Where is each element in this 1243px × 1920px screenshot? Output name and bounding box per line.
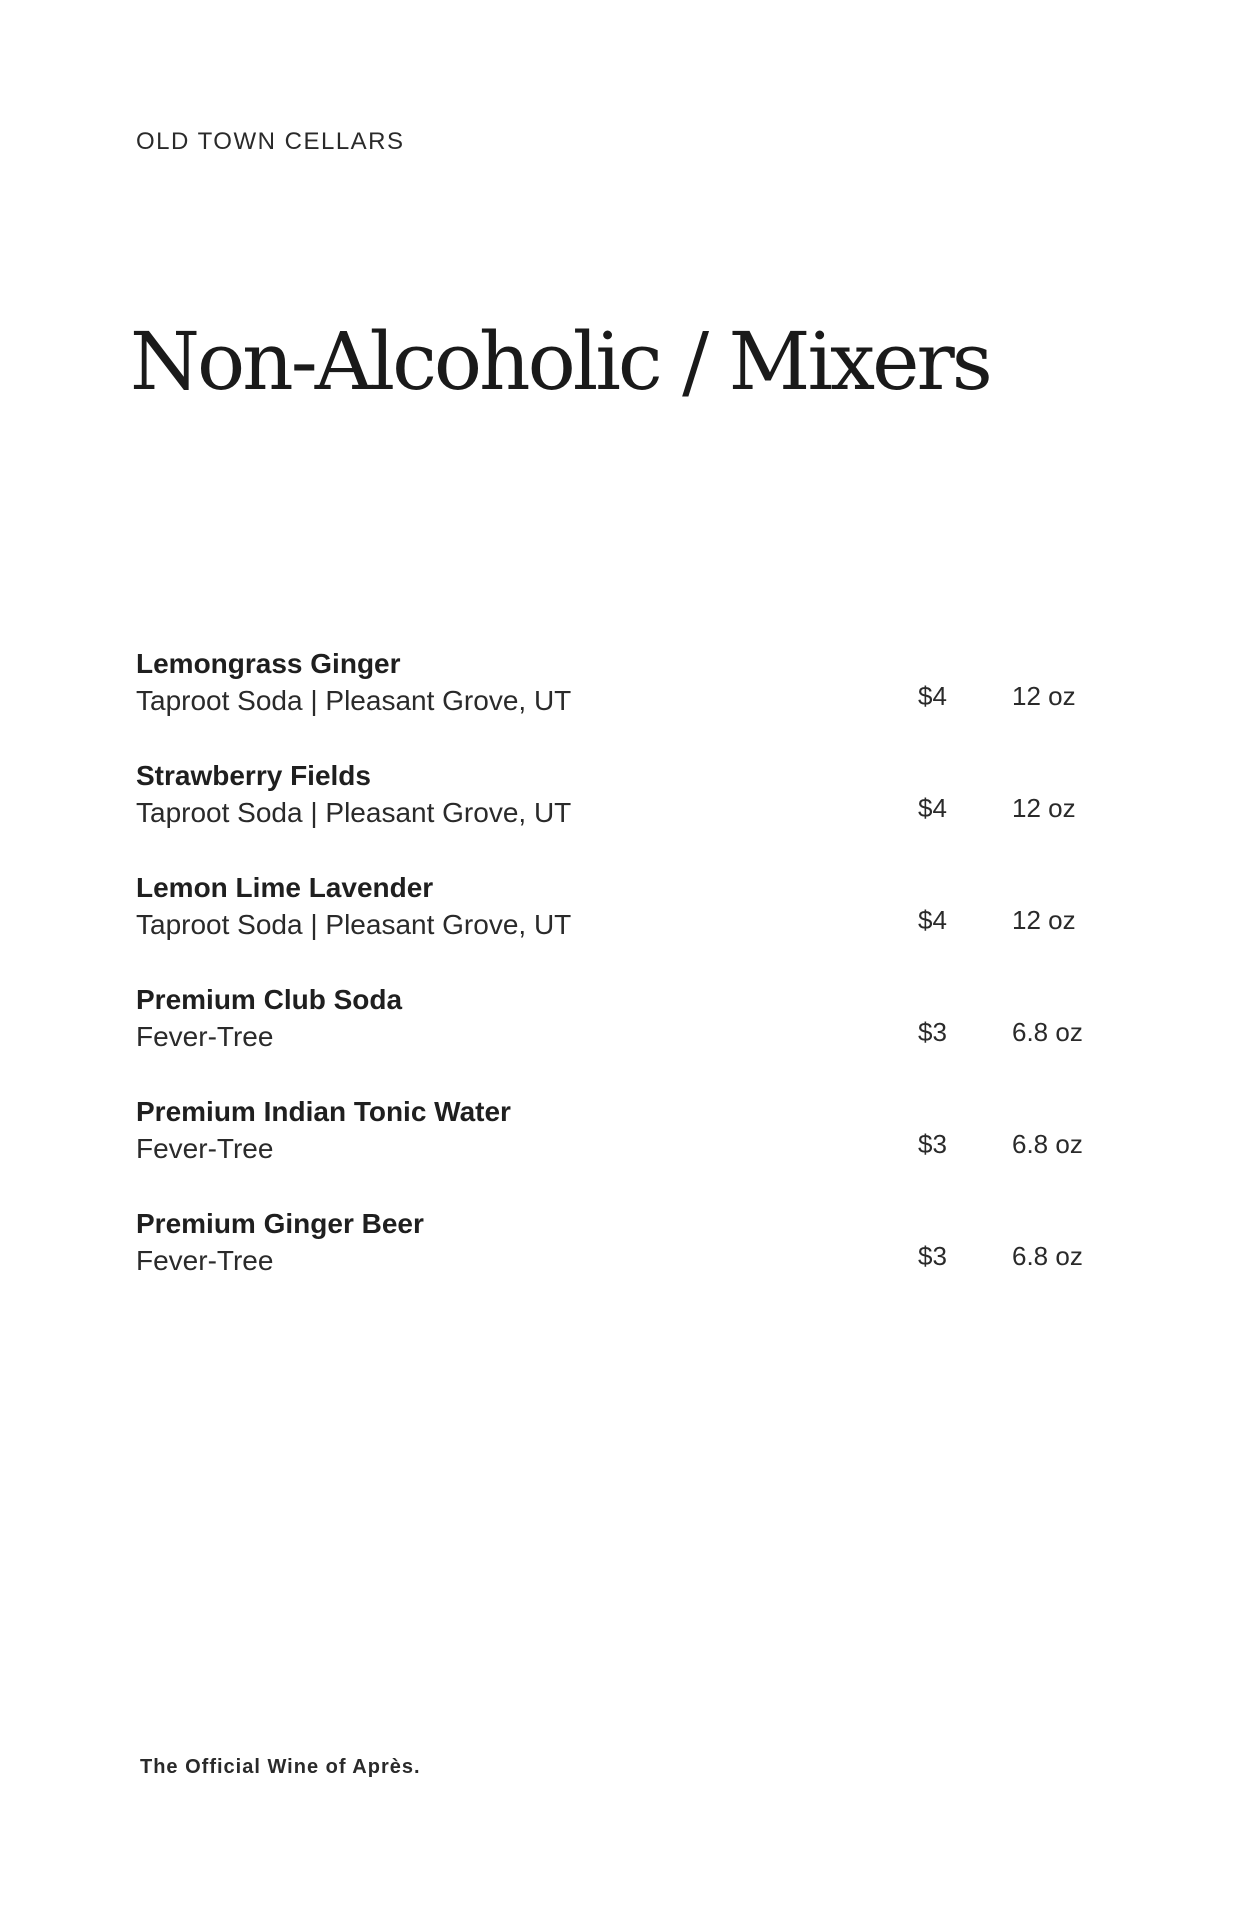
item-name: Lemon Lime Lavender (136, 872, 434, 903)
page-title: Non-Alcoholic / Mixers (130, 315, 990, 408)
item-producer: Taproot Soda | Pleasant Grove, UT (136, 685, 572, 716)
item-price: $3 (918, 1129, 947, 1159)
menu-item (136, 1208, 1116, 1320)
menu-item (136, 648, 1116, 760)
footer-tagline: The Official Wine of Après. (140, 1756, 421, 1778)
menu-item (136, 1096, 1116, 1208)
item-producer: Fever-Tree (136, 1245, 274, 1276)
item-name: Lemongrass Ginger (136, 648, 401, 679)
item-price: $4 (918, 681, 947, 711)
item-name: Premium Ginger Beer (136, 1208, 424, 1239)
item-size: 12 oz (1012, 681, 1076, 711)
item-producer: Taproot Soda | Pleasant Grove, UT (136, 797, 572, 828)
item-price: $4 (918, 793, 947, 823)
item-size: 6.8 oz (1012, 1129, 1083, 1159)
menu-item (136, 872, 1116, 984)
item-name: Strawberry Fields (136, 760, 371, 791)
brand-name: OLD TOWN CELLARS (136, 128, 405, 155)
item-producer: Taproot Soda | Pleasant Grove, UT (136, 909, 572, 940)
item-producer: Fever-Tree (136, 1133, 274, 1164)
item-price: $3 (918, 1017, 947, 1047)
menu-item (136, 984, 1116, 1096)
item-size: 6.8 oz (1012, 1017, 1083, 1047)
item-name: Premium Indian Tonic Water (136, 1096, 511, 1127)
item-size: 12 oz (1012, 905, 1076, 935)
item-size: 12 oz (1012, 793, 1076, 823)
item-producer: Fever-Tree (136, 1021, 274, 1052)
item-name: Premium Club Soda (136, 984, 403, 1015)
item-price: $3 (918, 1241, 947, 1271)
menu-list (136, 648, 1116, 1320)
menu-item (136, 760, 1116, 872)
item-price: $4 (918, 905, 947, 935)
item-size: 6.8 oz (1012, 1241, 1083, 1271)
